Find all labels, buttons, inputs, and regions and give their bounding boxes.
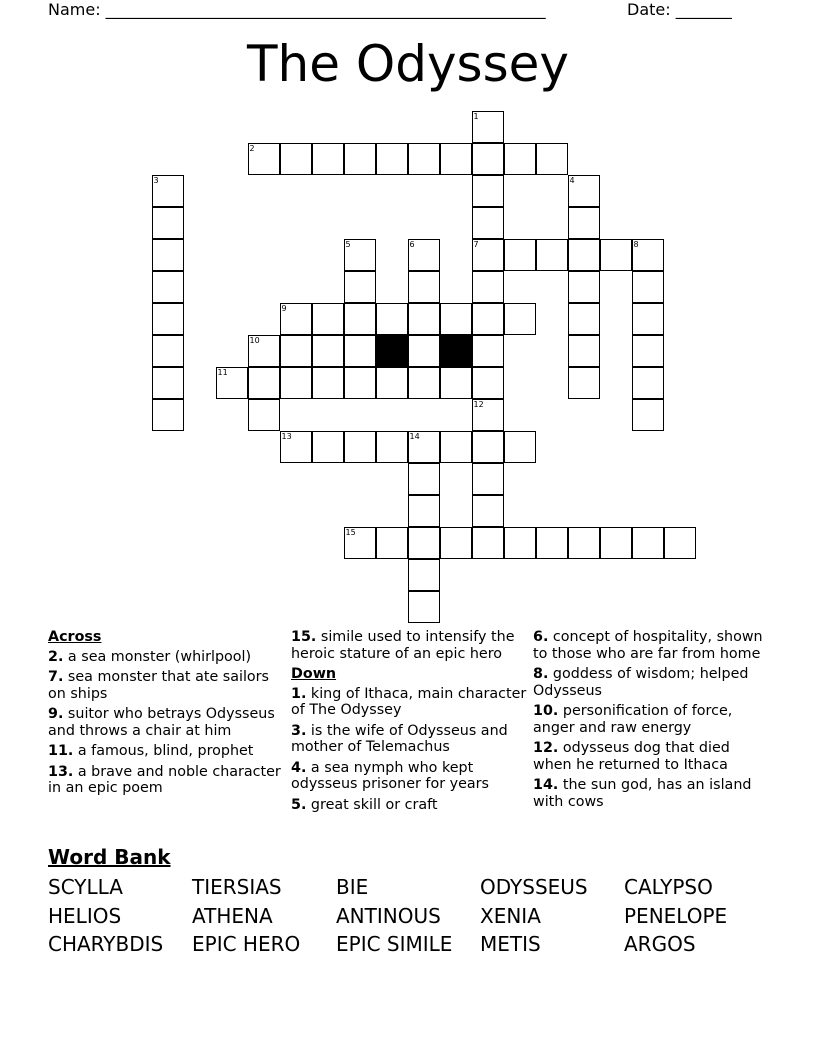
grid-cell[interactable]	[152, 207, 184, 239]
clue	[48, 649, 288, 666]
grid-cell[interactable]	[280, 335, 312, 367]
grid-cell[interactable]	[152, 175, 184, 207]
clue-text: great skill or craft	[306, 796, 438, 813]
grid-cell[interactable]	[312, 431, 344, 463]
grid-cell[interactable]	[344, 271, 376, 303]
grid-cell[interactable]	[344, 239, 376, 271]
grid-cell[interactable]	[408, 431, 440, 463]
clue-text: a sea monster (whirlpool)	[63, 648, 252, 665]
grid-cell[interactable]	[408, 367, 440, 399]
clue-text: goddess of wisdom; helped Odysseus	[533, 666, 749, 699]
clues-column-1	[48, 629, 288, 801]
clue	[48, 743, 288, 760]
clue-text: king of Ithaca, main character of The Odyssey	[291, 685, 527, 718]
grid-cell[interactable]	[440, 143, 472, 175]
clue-number: 6.	[533, 629, 549, 645]
clue-text: concept of hospitality, shown to those who are far from home	[533, 629, 763, 662]
grid-cell[interactable]	[280, 367, 312, 399]
name-line: Name: _______________________________________________________	[48, 0, 546, 19]
clue-number: 9	[281, 303, 287, 313]
down-clue-list-continued	[533, 629, 769, 810]
grid-cell[interactable]	[344, 431, 376, 463]
clue	[48, 764, 288, 797]
word-bank-word: ATHENA	[192, 903, 273, 928]
word-bank-title: Word Bank	[48, 845, 171, 869]
grid-cell[interactable]	[568, 367, 600, 399]
grid-cell[interactable]	[408, 143, 440, 175]
clue-number: 12	[473, 399, 484, 409]
clue-number: 2	[249, 143, 255, 153]
clue-number: 15.	[291, 629, 317, 645]
clue-number: 5.	[291, 796, 307, 813]
grid-cell[interactable]	[504, 239, 536, 271]
grid-cell[interactable]	[568, 175, 600, 207]
grid-cell[interactable]	[504, 431, 536, 463]
grid-cell[interactable]	[536, 527, 568, 559]
clue-number: 15	[345, 527, 356, 537]
clue-number: 14.	[533, 777, 559, 793]
clue-number: 8	[633, 239, 639, 249]
across-heading: Across	[48, 629, 102, 645]
grid-cell[interactable]	[344, 527, 376, 559]
word-bank-word: PENELOPE	[624, 903, 728, 928]
grid-cell[interactable]	[216, 367, 248, 399]
grid-cell[interactable]	[632, 271, 664, 303]
grid-cell[interactable]	[664, 527, 696, 559]
word-bank-word: CALYPSO	[624, 875, 713, 899]
clue-text: suitor who betrays Odysseus and throws a chair at him	[48, 706, 275, 739]
grid-cell[interactable]	[376, 431, 408, 463]
clue	[533, 703, 769, 736]
grid-cell[interactable]	[152, 303, 184, 335]
word-bank-word: XENIA	[480, 903, 541, 928]
page-title: The Odyssey	[246, 35, 570, 93]
clue	[291, 797, 531, 814]
clue-number: 12.	[533, 740, 559, 756]
clue-number: 3	[153, 175, 159, 185]
grid-cell[interactable]	[472, 495, 504, 527]
grid-cell[interactable]	[472, 239, 504, 271]
grid-cell[interactable]	[376, 367, 408, 399]
clue-number: 6	[409, 239, 415, 249]
grid-cell[interactable]	[248, 367, 280, 399]
grid-cell[interactable]	[600, 239, 632, 271]
grid-cell[interactable]	[568, 239, 600, 271]
clue-number: 14	[409, 431, 420, 441]
grid-cell[interactable]	[504, 303, 536, 335]
grid-cell[interactable]	[152, 399, 184, 431]
grid-cell[interactable]	[280, 431, 312, 463]
word-bank-word: ARGOS	[624, 932, 696, 956]
grid-cell[interactable]	[536, 239, 568, 271]
grid-cell[interactable]	[632, 399, 664, 431]
clue	[291, 723, 531, 756]
grid-cell[interactable]	[632, 239, 664, 271]
grid-cell[interactable]	[568, 335, 600, 367]
word-bank-word: ODYSSEUS	[480, 875, 588, 899]
grid-cell[interactable]	[344, 143, 376, 175]
word-bank-word: ANTINOUS	[336, 903, 441, 928]
grid-cell[interactable]	[600, 527, 632, 559]
word-bank-word: EPIC HERO	[192, 932, 301, 956]
word-bank-word: EPIC SIMILE	[336, 932, 453, 956]
grid-cell[interactable]	[408, 303, 440, 335]
clue	[533, 740, 769, 773]
grid-cell[interactable]	[312, 303, 344, 335]
clue	[48, 669, 288, 702]
clue-number: 4	[569, 175, 575, 185]
date-line: Date: _______	[627, 0, 732, 19]
clue-number: 1.	[291, 685, 307, 702]
grid-cell[interactable]	[280, 303, 312, 335]
grid-cell[interactable]	[408, 271, 440, 303]
clue	[291, 686, 531, 719]
grid-cell[interactable]	[312, 143, 344, 175]
clue-text: a sea nymph who kept odysseus prisoner for years	[291, 759, 489, 792]
clue-text: sea monster that ate sailors on ships	[48, 669, 270, 702]
clue	[533, 629, 769, 662]
clue-text: is the wife of Odysseus and mother of Telemachus	[291, 722, 508, 755]
black-cell	[440, 335, 472, 367]
clue	[533, 666, 769, 699]
grid-cell[interactable]	[504, 143, 536, 175]
grid-cell[interactable]	[408, 559, 440, 591]
clue-number: 9.	[48, 706, 64, 722]
across-clue-list-continued	[291, 629, 531, 662]
grid-cell[interactable]	[376, 303, 408, 335]
clue-text: simile used to intensify the heroic stature of an epic hero	[291, 629, 515, 662]
grid-cell[interactable]	[312, 367, 344, 399]
clue-number: 7.	[48, 669, 64, 685]
grid-cell[interactable]	[568, 527, 600, 559]
grid-cell[interactable]	[408, 239, 440, 271]
grid-cell[interactable]	[504, 527, 536, 559]
grid-cell[interactable]	[152, 335, 184, 367]
grid-cell[interactable]	[440, 431, 472, 463]
word-bank-word: CHARYBDIS	[48, 932, 164, 956]
grid-cell[interactable]	[472, 463, 504, 495]
word-bank-word: TIERSIAS	[192, 875, 282, 899]
grid-cell[interactable]	[472, 399, 504, 431]
grid-cell[interactable]	[408, 527, 440, 559]
grid-cell[interactable]	[472, 303, 504, 335]
grid-cell[interactable]	[440, 367, 472, 399]
grid-cell[interactable]	[632, 335, 664, 367]
grid-cell[interactable]	[280, 143, 312, 175]
grid-cell[interactable]	[248, 143, 280, 175]
grid-cell[interactable]	[312, 335, 344, 367]
clue-number: 3.	[291, 722, 307, 739]
clue-number: 2.	[48, 648, 64, 665]
grid-cell[interactable]	[152, 367, 184, 399]
clue-number: 11	[217, 367, 228, 377]
word-bank-word: BIE	[336, 875, 369, 899]
word-bank-word: SCYLLA	[48, 875, 123, 899]
grid-cell[interactable]	[472, 111, 504, 143]
clue-number: 13	[281, 431, 292, 441]
clue-number: 10	[249, 335, 260, 345]
grid-cell[interactable]	[248, 335, 280, 367]
clue-text: a brave and noble character in an epic poem	[48, 763, 281, 796]
clue-number: 10.	[533, 703, 559, 719]
grid-cell[interactable]	[568, 271, 600, 303]
grid-cell[interactable]	[536, 143, 568, 175]
grid-cell[interactable]	[344, 303, 376, 335]
grid-cell[interactable]	[472, 335, 504, 367]
grid-cell[interactable]	[472, 431, 504, 463]
clue-text: the sun god, has an island with cows	[533, 777, 752, 810]
grid-cell[interactable]	[472, 207, 504, 239]
grid-cell[interactable]	[376, 527, 408, 559]
grid-cell[interactable]	[248, 399, 280, 431]
grid-cell[interactable]	[632, 367, 664, 399]
grid-cell[interactable]	[344, 367, 376, 399]
word-bank-word: METIS	[480, 932, 541, 956]
clue	[48, 706, 288, 739]
clue-text: odysseus dog that died when he returned to Ithaca	[533, 740, 730, 773]
clue-text: personification of force, anger and raw energy	[533, 703, 733, 736]
grid-cell[interactable]	[376, 143, 408, 175]
across-clue-list	[48, 649, 288, 797]
grid-cell[interactable]	[440, 527, 472, 559]
clue-text: a famous, blind, prophet	[73, 743, 254, 759]
grid-cell[interactable]	[408, 495, 440, 527]
grid-cell[interactable]	[440, 303, 472, 335]
grid-cell[interactable]	[408, 591, 440, 623]
grid-cell[interactable]	[472, 527, 504, 559]
clue-number: 11.	[48, 743, 74, 759]
word-bank-word: HELIOS	[48, 903, 122, 928]
down-heading: Down	[291, 666, 337, 682]
clue-number: 8.	[533, 666, 549, 682]
grid-cell[interactable]	[152, 239, 184, 271]
black-cell	[376, 335, 408, 367]
grid-cell[interactable]	[472, 143, 504, 175]
clue-number: 13.	[48, 763, 74, 780]
clues-column-3	[533, 629, 769, 814]
clue-number: 1	[473, 111, 479, 121]
grid-cell[interactable]	[632, 303, 664, 335]
clues-column-2	[291, 629, 531, 817]
clue	[533, 777, 769, 810]
clue-number: 5	[345, 239, 351, 249]
clue-number: 7	[473, 239, 479, 249]
grid-cell[interactable]	[152, 271, 184, 303]
grid-cell[interactable]	[568, 207, 600, 239]
clue	[291, 629, 531, 662]
grid-cell[interactable]	[472, 271, 504, 303]
grid-cell[interactable]	[472, 175, 504, 207]
grid-cell[interactable]	[472, 367, 504, 399]
grid-cell[interactable]	[632, 527, 664, 559]
grid-cell[interactable]	[568, 303, 600, 335]
grid-cell[interactable]	[344, 335, 376, 367]
grid-cell[interactable]	[408, 335, 440, 367]
grid-cell[interactable]	[408, 463, 440, 495]
down-clue-list	[291, 686, 531, 814]
clue-number: 4.	[291, 759, 307, 776]
clue	[291, 760, 531, 793]
